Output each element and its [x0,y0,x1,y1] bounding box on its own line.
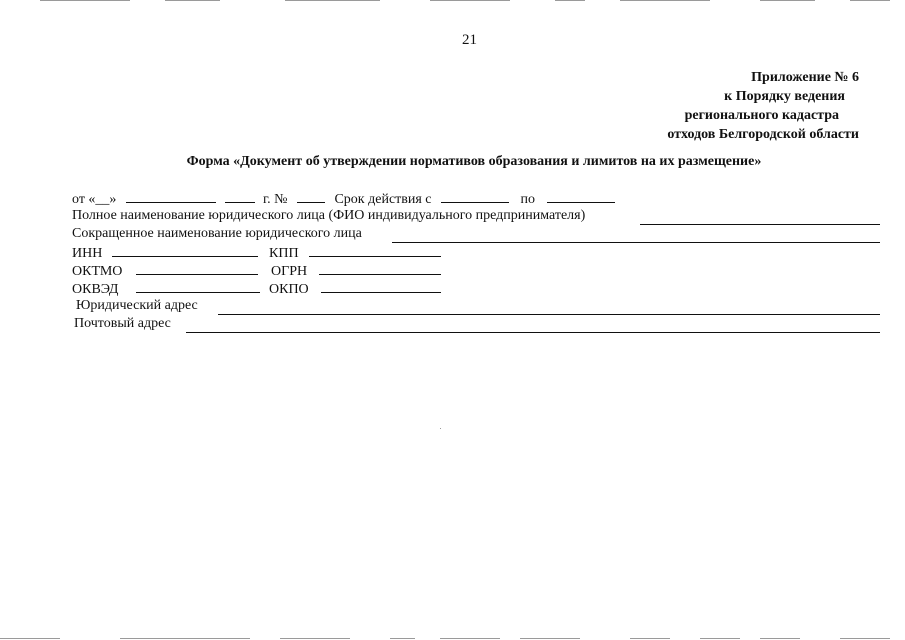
page-number: 21 [462,32,477,48]
scan-speck [440,428,441,429]
legal-address-input-line[interactable] [218,314,880,315]
oktmo-ogrn-row [72,262,441,280]
scan-edge-bottom-3 [280,638,350,639]
validity-to-blank[interactable] [547,190,615,203]
inn-kpp-row [72,244,441,262]
short-name-row [72,226,362,242]
inn-blank[interactable] [112,244,258,257]
scan-edge-bottom-8 [700,638,740,639]
validity-label: Срок действия с [334,192,432,207]
scan-edge-top-4 [430,0,510,1]
scan-edge-bottom-1 [0,638,60,639]
short-name-label: Сокращенное наименование юридического лица [72,226,362,241]
scan-edge-top-5 [555,0,585,1]
scan-edge-top-8 [850,0,890,1]
full-name-row [72,208,585,224]
kpp-label: КПП [269,246,299,261]
ogrn-label: ОГРН [271,264,308,279]
form-title: Форма «Документ об утверждении нормативов образования и лимитов на их размещение» [186,154,762,169]
kpp-blank[interactable] [309,244,441,257]
full-name-input-line[interactable] [640,224,880,225]
scan-edge-bottom-7 [630,638,670,639]
year-number-label: г. № [262,192,288,207]
scan-edge-top-7 [760,0,815,1]
scan-edge-bottom-4 [390,638,415,639]
from-label: от «__» [72,192,117,207]
appendix-line-3: регионального кадастра [684,108,839,123]
postal-address-row [74,316,171,332]
full-name-label: Полное наименование юридического лица (ФИО индивидуального предпринимателя) [72,208,586,223]
okpo-blank[interactable] [321,280,441,293]
legal-address-label: Юридический адрес [76,298,198,313]
scan-edge-bottom-2 [120,638,250,639]
postal-address-label: Почтовый адрес [74,316,171,331]
okpo-label: ОКПО [269,282,309,297]
inn-label: ИНН [72,246,103,261]
scan-edge-bottom-5 [440,638,500,639]
oktmo-blank[interactable] [136,262,258,275]
scan-edge-bottom-6 [520,638,580,639]
postal-address-input-line[interactable] [186,332,880,333]
scan-edge-top-2 [165,0,220,1]
header-row [72,190,615,208]
short-name-input-line[interactable] [392,242,880,243]
year-blank[interactable] [225,190,255,203]
legal-address-row [76,298,198,314]
appendix-line-1: Приложение № 6 [751,70,859,85]
date-blank[interactable] [126,190,216,203]
oktmo-label: ОКТМО [72,264,123,279]
scan-edge-bottom-10 [840,638,890,639]
number-blank[interactable] [297,190,325,203]
scan-edge-top-1 [40,0,130,1]
appendix-block [599,68,859,144]
appendix-line-4: отходов Белгородской области [667,127,859,142]
validity-from-blank[interactable] [441,190,509,203]
appendix-line-2: к Порядку ведения [724,89,845,104]
ogrn-blank[interactable] [319,262,441,275]
okved-label: ОКВЭД [72,282,119,297]
scan-edge-top-3 [285,0,380,1]
validity-to-label: по [520,192,536,207]
scan-edge-top-6 [620,0,710,1]
okved-okpo-row [72,280,441,298]
scan-edge-bottom-9 [760,638,800,639]
okved-blank[interactable] [136,280,260,293]
